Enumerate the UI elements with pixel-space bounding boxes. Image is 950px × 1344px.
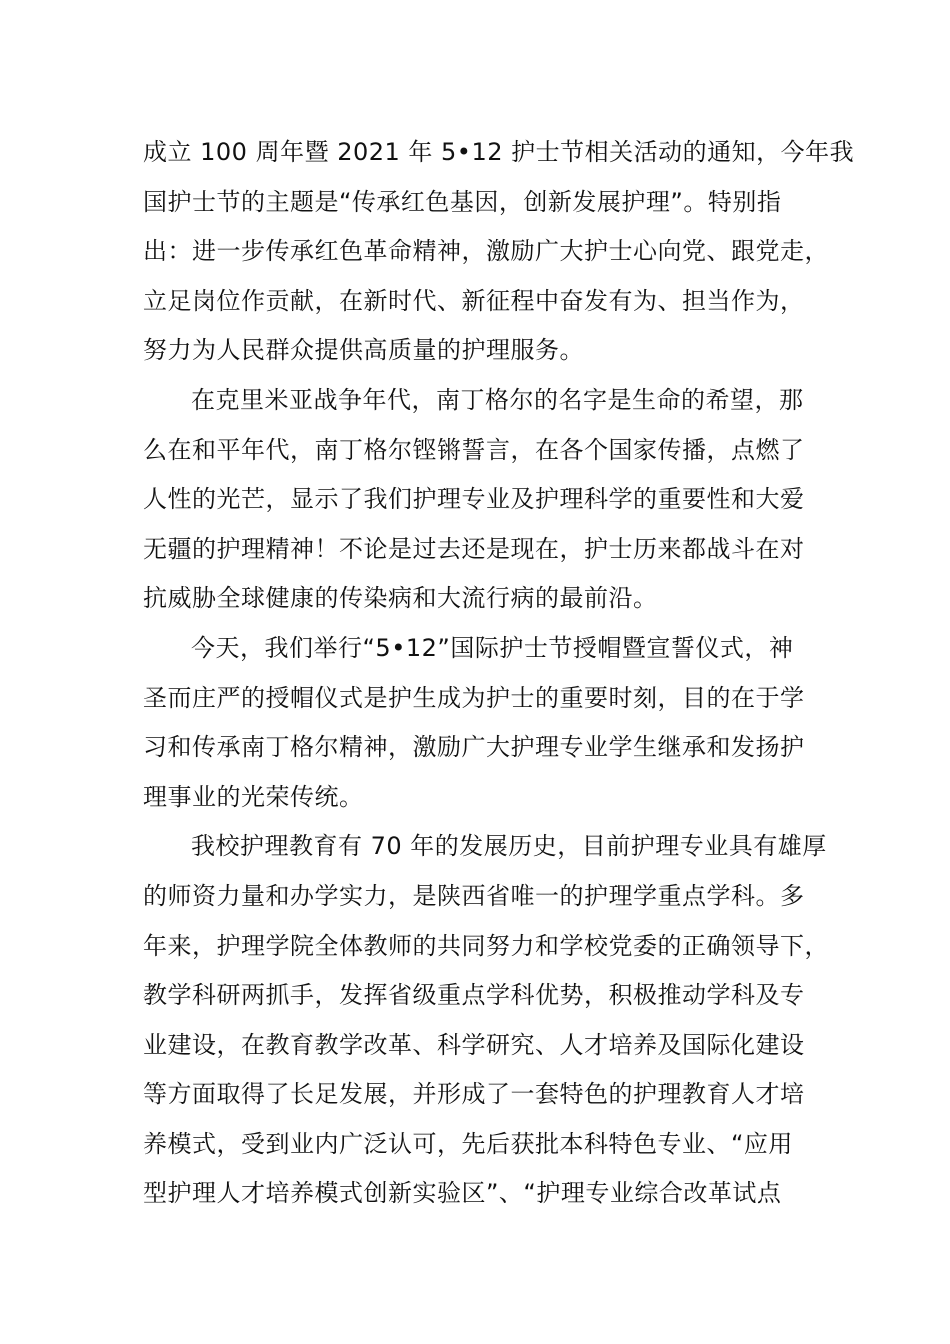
text-line: 努力为人民群众提供高质量的护理服务。 [143,336,584,365]
text-line: 业建设，在教育教学改革、科学研究、人才培养及国际化建设 [143,1030,805,1059]
text-line: 等方面取得了长足发展，并形成了一套特色的护理教育人才培 [143,1080,805,1109]
text-line: 无疆的护理精神！不论是过去还是现在，护士历来都战斗在对 [143,534,805,563]
text-line: 的师资力量和办学实力，是陕西省唯一的护理学重点学科。多 [143,881,805,910]
document-body [143,128,855,1219]
paragraph-first-line: 我校护理教育有 70 年的发展历史，目前护理专业具有雄厚 [191,832,827,861]
text-line: 养模式，受到业内广泛认可，先后获批本科特色专业、“应用 [143,1129,793,1158]
text-line: 出：进一步传承红色革命精神，激励广大护士心向党、跟党走， [143,237,829,266]
text-line: 理事业的光荣传统。 [143,782,364,811]
text-line: 年来，护理学院全体教师的共同努力和学校党委的正确领导下， [143,931,829,960]
text-line: 抗威胁全球健康的传染病和大流行病的最前沿。 [143,584,658,613]
text-line: 圣而庄严的授帽仪式是护生成为护士的重要时刻，目的在于学 [143,683,805,712]
text-line: 国护士节的主题是“传承红色基因，创新发展护理”。特别指 [143,187,782,216]
text-line: 习和传承南丁格尔精神，激励广大护理专业学生继承和发扬护 [143,733,805,762]
text-line: 型护理人才培养模式创新实验区”、“护理专业综合改革试点 [143,1179,782,1208]
text-line: 么在和平年代，南丁格尔铿锵誓言，在各个国家传播，点燃了 [143,435,805,464]
text-line: 人性的光芒，显示了我们护理专业及护理科学的重要性和大爱 [143,485,805,514]
paragraph-first-line: 今天，我们举行“5•12”国际护士节授帽暨宣誓仪式，神 [191,633,794,662]
text-line: 立足岗位作贡献，在新时代、新征程中奋发有为、担当作为， [143,286,805,315]
paragraph-first-line: 在克里米亚战争年代，南丁格尔的名字是生命的希望，那 [191,385,804,414]
text-line: 成立 100 周年暨 2021 年 5•12 护士节相关活动的通知，今年我 [143,138,855,166]
text-line: 教学科研两抓手，发挥省级重点学科优势，积极推动学科及专 [143,981,805,1010]
